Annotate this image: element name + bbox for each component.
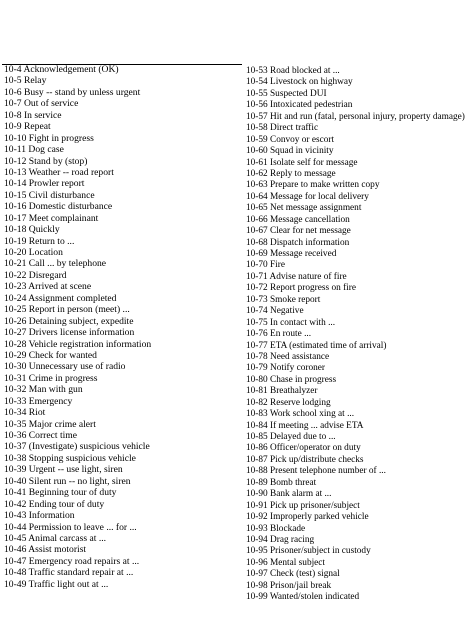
code-line: 10-44 Permission to leave ... for ... [4, 521, 137, 533]
code-line: 10-34 Riot [4, 407, 46, 419]
code-line: 10-69 Message received [246, 249, 337, 259]
code-line: 10-30 Unnecessary use of radio [4, 361, 126, 373]
code-line: 10-68 Dispatch information [246, 237, 350, 248]
code-line: 10-93 Blockade [246, 523, 306, 534]
code-line: 10-58 Direct traffic [246, 123, 319, 134]
code-line: 10-89 Bomb threat [246, 477, 317, 488]
code-line: 10-31 Crime in progress [4, 372, 98, 384]
code-line: 10-74 Negative [246, 306, 304, 317]
code-line: 10-95 Prisoner/subject in custody [246, 546, 371, 557]
code-line: 10-20 Location [4, 247, 63, 258]
code-line: 10-61 Isolate self for message [246, 157, 358, 168]
code-line: 10-99 Wanted/stolen indicated [246, 592, 360, 603]
code-line: 10-8 In service [4, 109, 62, 121]
code-line: 10-41 Beginning tour of duty [4, 487, 117, 499]
code-line: 10-88 Present telephone number of ... [246, 466, 386, 477]
code-line: 10-22 Disregard [4, 269, 67, 281]
code-line: 10-45 Animal carcass at ... [4, 532, 107, 544]
code-line: 10-49 Traffic light out at ... [4, 578, 109, 590]
code-line: 10-54 Livestock on highway [246, 77, 353, 88]
code-line: 10-57 Hit and run (fatal, personal injury, property damage) [246, 111, 465, 122]
code-line: 10-78 Need assistance [246, 351, 330, 362]
code-line: 10-23 Arrived at scene [4, 281, 92, 293]
code-line: 10-77 ETA (estimated time of arrival) [246, 340, 387, 351]
code-line: 10-90 Bank alarm at ... [246, 489, 332, 500]
code-line: 10-5 Relay [4, 75, 47, 87]
code-line: 10-63 Prepare to make written copy [246, 180, 380, 191]
code-line: 10-11 Dog case [4, 144, 64, 156]
code-line: 10-62 Reply to message [246, 168, 336, 179]
code-line: 10-87 Pick up/distribute checks [246, 454, 364, 465]
code-line: 10-9 Repeat [4, 121, 51, 133]
code-line: 10-48 Traffic standard repair at ... [4, 567, 134, 579]
code-line: 10-81 Breathalyzer [246, 386, 318, 397]
code-line: 10-28 Vehicle registration information [4, 338, 152, 350]
code-line: 10-70 Fire [246, 260, 285, 271]
code-line: 10-25 Report in person (meet) ... [4, 304, 130, 316]
code-line: 10-98 Prison/jail break [246, 580, 332, 591]
code-line: 10-27 Drivers license information [4, 327, 135, 339]
code-line: 10-13 Weather -- road report [4, 166, 114, 178]
code-line: 10-85 Delayed due to ... [246, 432, 336, 442]
code-line: 10-72 Report progress on fire [246, 283, 356, 294]
code-line: 10-60 Squad in vicinity [246, 146, 334, 157]
code-line: 10-92 Improperly parked vehicle [246, 512, 369, 523]
code-line: 10-83 Work school xing at ... [246, 409, 355, 420]
code-line: 10-43 Information [4, 510, 75, 522]
code-line: 10-33 Emergency [4, 395, 73, 407]
code-line: 10-14 Prowler report [4, 178, 85, 190]
code-line: 10-91 Pick up prisoner/subject [246, 500, 360, 511]
codes-column-left [4, 64, 240, 590]
code-line: 10-46 Assist motorist [4, 544, 87, 556]
code-line: 10-66 Message cancellation [246, 214, 350, 225]
code-line: 10-12 Stand by (stop) [4, 155, 88, 167]
code-line: 10-96 Mental subject [246, 557, 326, 568]
code-line: 10-97 Check (test) signal [246, 569, 340, 580]
code-line: 10-86 Officer/operator on duty [246, 443, 361, 454]
code-line: 10-65 Net message assignment [246, 203, 362, 214]
code-line: 10-55 Suspected DUI [246, 88, 327, 99]
code-line: 10-40 Silent run -- no light, siren [4, 475, 131, 487]
code-line: 10-47 Emergency road repairs at ... [4, 555, 140, 567]
code-line: 10-71 Advise nature of fire [246, 271, 347, 282]
codes-column-right [246, 66, 474, 604]
code-line: 10-79 Notify coroner [246, 363, 326, 374]
code-line: 10-39 Urgent -- use light, siren [4, 464, 123, 476]
code-line: 10-32 Man with gun [4, 384, 83, 396]
code-line: 10-37 (Investigate) suspicious vehicle [4, 441, 150, 453]
code-line: 10-59 Convoy or escort [246, 134, 335, 145]
code-line: 10-24 Assignment completed [4, 292, 117, 304]
code-line: 10-36 Correct time [4, 430, 77, 441]
code-line: 10-84 If meeting ... advise ETA [246, 420, 364, 431]
code-line: 10-82 Reserve lodging [246, 397, 331, 408]
code-line: 10-29 Check for wanted [4, 349, 97, 361]
code-line: 10-76 En route ... [246, 329, 312, 340]
code-line: 10-15 Civil disturbance [4, 189, 95, 201]
code-line: 10-10 Fight in progress [4, 132, 94, 144]
code-line: 10-75 In contact with ... [246, 317, 336, 328]
code-line: 10-19 Return to ... [4, 235, 75, 247]
code-line: 10-94 Drag racing [246, 534, 315, 545]
code-line: 10-42 Ending tour of duty [4, 498, 105, 510]
code-line: 10-16 Domestic disturbance [4, 201, 113, 213]
code-line: 10-56 Intoxicated pedestrian [246, 100, 353, 111]
code-line: 10-67 Clear for net message [246, 226, 351, 237]
code-line: 10-6 Busy -- stand by unless urgent [4, 86, 141, 98]
code-line: 10-73 Smoke report [246, 294, 321, 305]
code-line: 10-7 Out of service [4, 98, 79, 110]
code-line: 10-18 Quickly [4, 224, 60, 236]
code-line: 10-64 Message for local delivery [246, 191, 369, 202]
code-line: 10-38 Stopping suspicious vehicle [4, 452, 136, 464]
code-line: 10-21 Call ... by telephone [4, 258, 107, 270]
code-line: 10-4 Acknowledgement (OK) [4, 64, 119, 75]
code-line: 10-53 Road blocked at ... [246, 66, 340, 76]
code-line: 10-17 Meet complainant [4, 212, 99, 224]
code-line: 10-26 Detaining subject, expedite [4, 315, 134, 327]
code-line: 10-80 Chase in progress [246, 374, 337, 385]
code-line: 10-35 Major crime alert [4, 418, 96, 430]
